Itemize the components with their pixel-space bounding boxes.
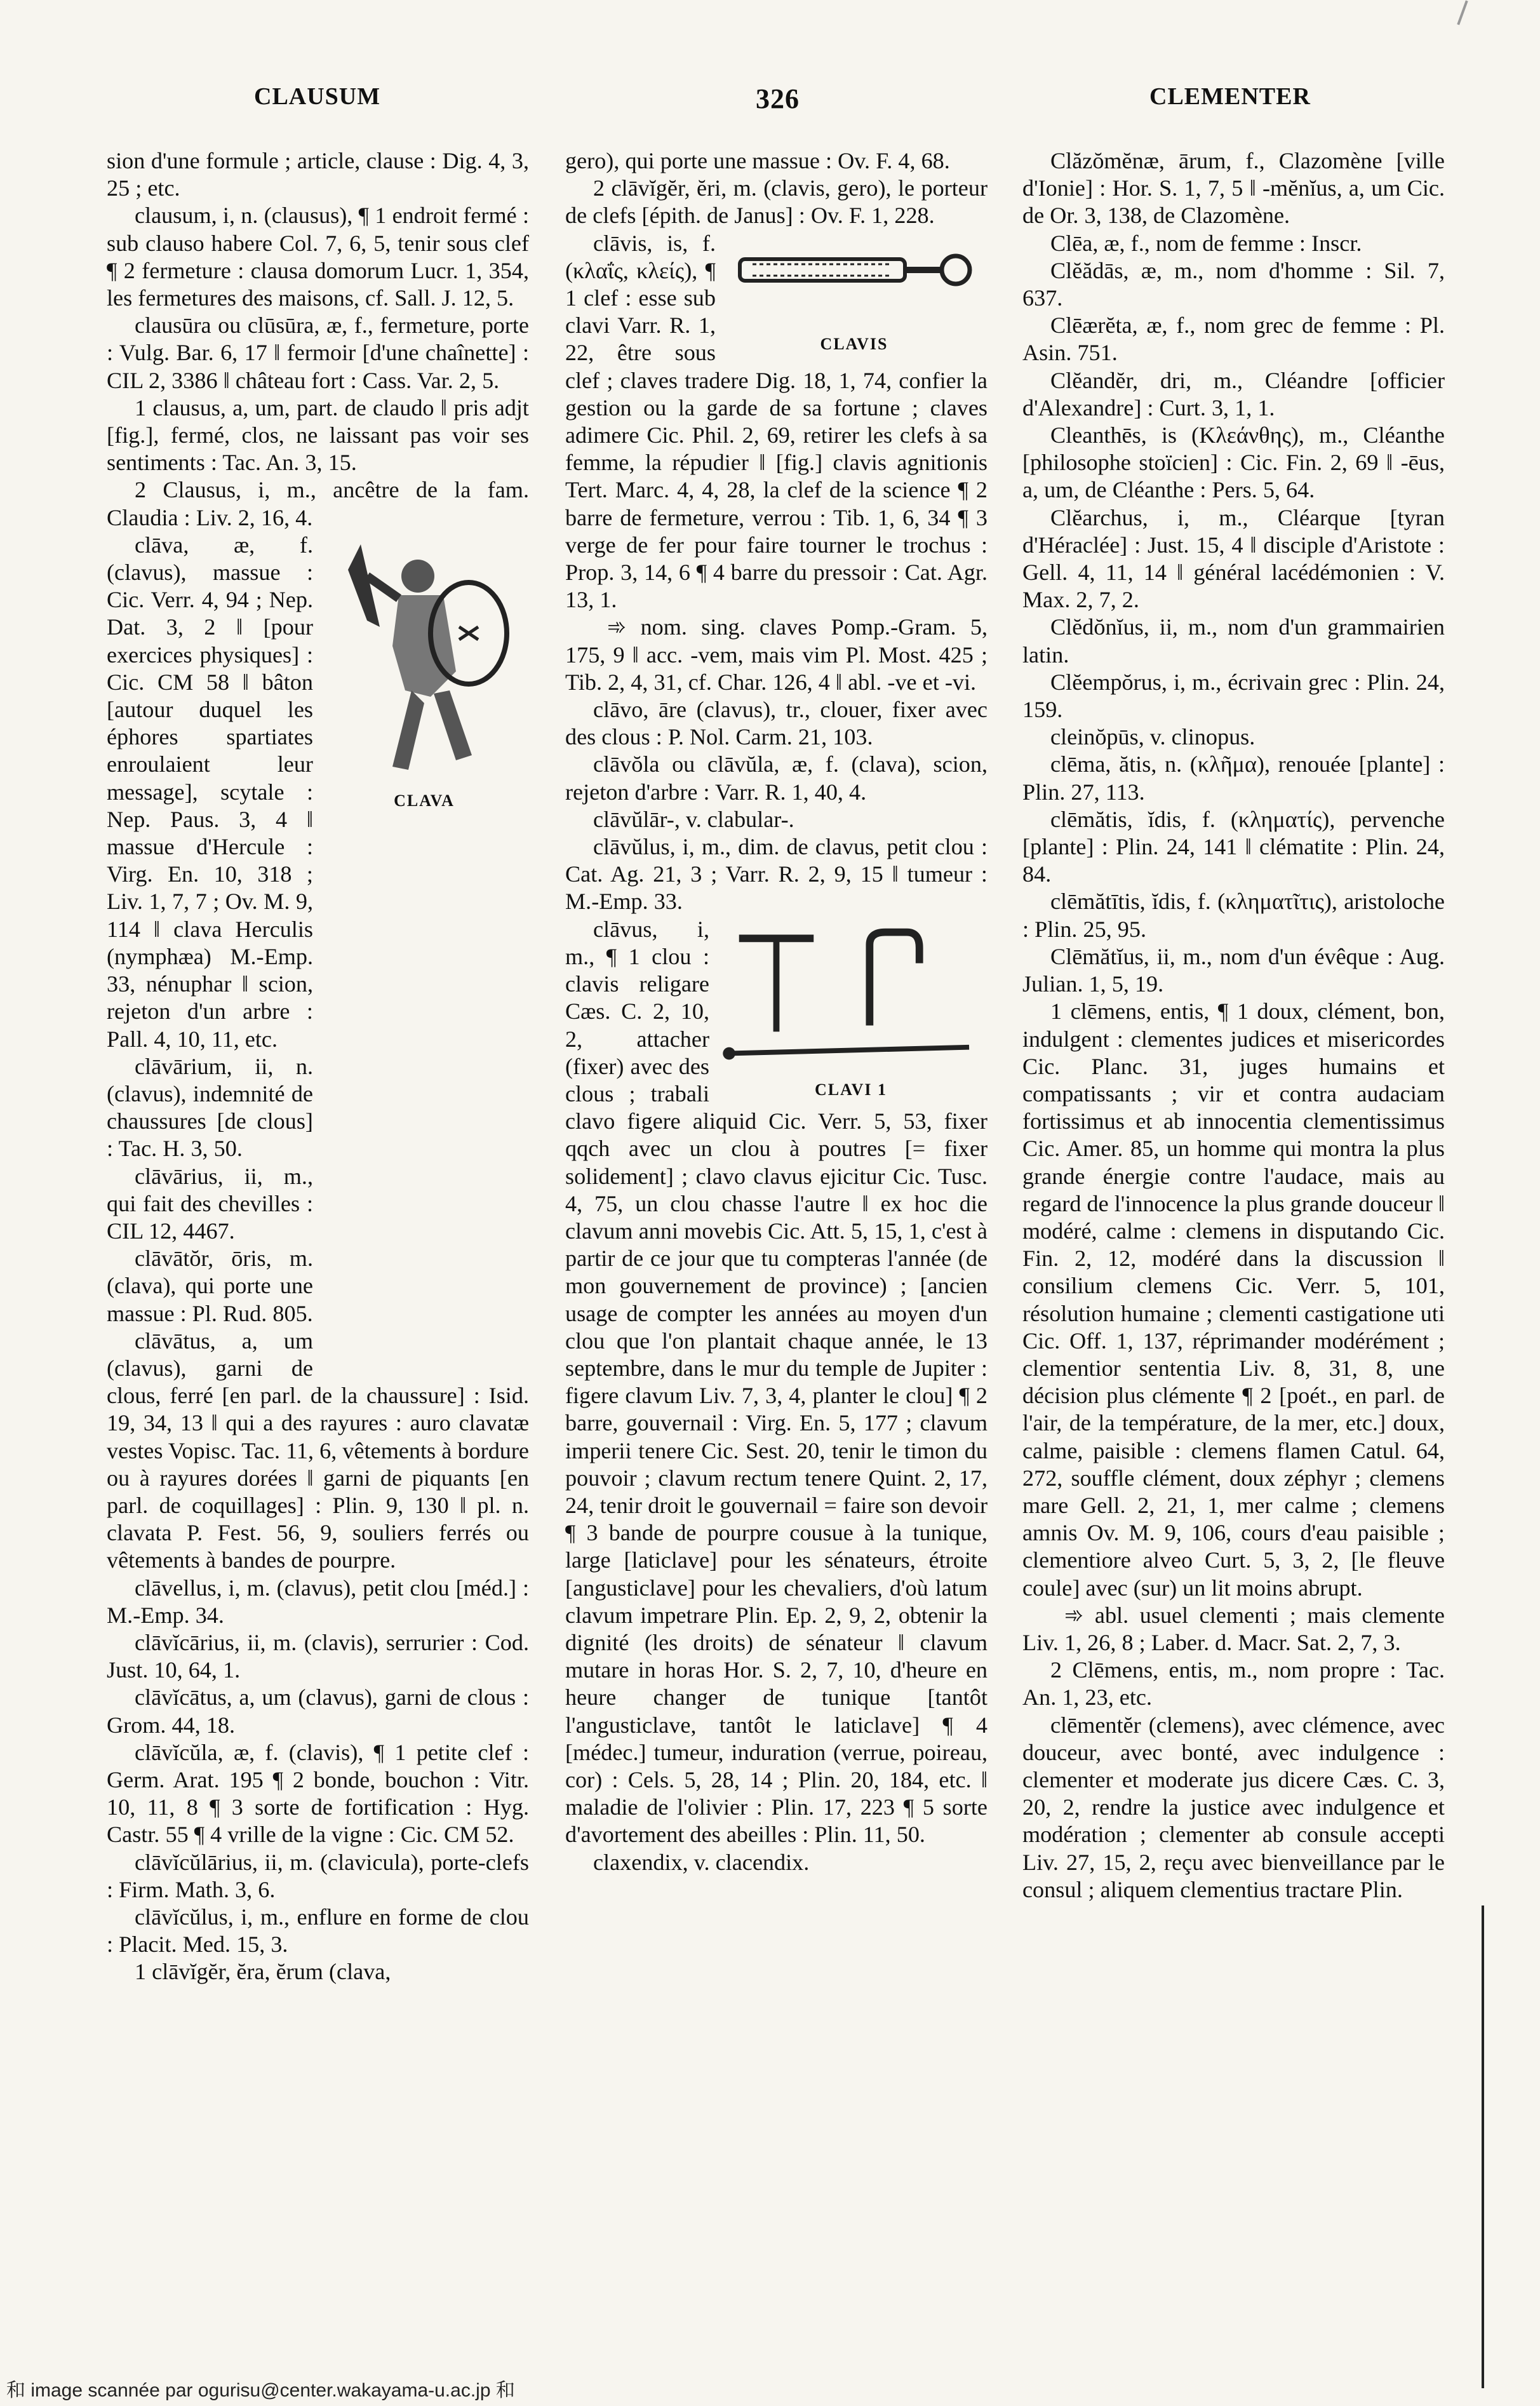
header-left-guide-word: CLAUSUM — [254, 83, 381, 110]
entry: 1 clēmens, entis, ¶ 1 doux, clément, bon, indulgent : clementes judices et misericordes Cic. Planc. 31, juges humains et compatissants ; vir et contra audaciam fortissimus et ab innocentia clementissimus Cic. Amer. 85, un homme qui montra la plus grande énergie contre l'audace, mais au regard de l'innocence la plus grande douceur ‖ modéré, calme : clemens in disputando Cic. Fin. 2, 12, modéré dans la discussion ‖ consilium clemens Cic. Verr. 5, 101, résolution humaine ; clementi castigatione uti Cic. Off. 1, 137, réprimander modérément ; clementior sententia Liv. 8, 31, 8, une décision plus clémente ¶ 2 [poét., en parl. de l'air, de la température, de la mer, etc.] doux, calme, paisible : clemens flamen Catul. 64, 272, souffle clément, doux zéphyr ; clemens mare Gell. 2, 21, 1, mer calme ; clemens amnis Ov. M. 9, 106, cours d'eau paisible ; clementiore alveo Curt. 5, 3, 2, [le fleuve coule] avec (sur) un lit moins abrupt. — [1022, 998, 1445, 1601]
figure-caption: CLAVIS — [820, 334, 888, 353]
scan-margin-bar — [1482, 1905, 1484, 2388]
entry: Clēa, æ, f., nom de femme : Inscr. — [1050, 230, 1362, 256]
entry: claxendix, v. clacendix. — [593, 1849, 810, 1875]
header-right-guide-word: CLEMENTER — [1149, 83, 1311, 110]
entry: cleinŏpūs, v. clinopus. — [1050, 724, 1255, 750]
entry: clēmătis, ĭdis, f. (κληματίς), pervenche [plante] : Plin. 24, 141 ‖ clématite : Plin. 24, 84. — [1022, 806, 1445, 887]
entry: clāva, æ, f. (clavus), massue : Cic. Verr. 4, 94 ; Nep. Dat. 3, 2 ‖ [pour exercices physiques] : Cic. CM 58 ‖ bâton [autour duquel les éphores spartiates enroulaient leur message], scytale : Nep. Paus. 3, 4 ‖ massue d'Hercule : Virg. En. 10, 318 ; Liv. 1, 7, 7 ; Ov. M. 9, 114 ‖ clava Herculis (nymphæa) M.-Emp. 33, nénuphar ‖ scion, rejeton d'un arbre : Pall. 4, 10, 11, etc. — [107, 532, 313, 1052]
nails-figure — [718, 920, 984, 1075]
entry: clāvŭlār-, v. clabular-. — [593, 806, 794, 832]
entry: Clĕandĕr, dri, m., Cléandre [officier d'Alexandre] : Curt. 3, 1, 1. — [1022, 367, 1445, 420]
column-2 — [565, 147, 988, 1876]
entry-note: ➾ abl. usuel clementi ; mais clemente Liv. 1, 26, 8 ; Laber. d. Macr. Sat. 2, 7, 3. — [1022, 1602, 1445, 1655]
entry: clāvĭcārius, ii, m. (clavis), serrurier : Cod. Just. 10, 64, 1. — [107, 1629, 529, 1683]
entry: sion d'une formule ; article, clause : Dig. 4, 3, 25 ; etc. — [107, 148, 529, 201]
entry: Clĕădās, æ, m., nom d'homme : Sil. 7, 637. — [1022, 257, 1445, 311]
entry: clāvātŏr, ōris, m. (clava), qui porte une massue : Pl. Rud. 805. — [107, 1246, 313, 1326]
entry: gero), qui porte une massue : Ov. F. 4, 68. — [565, 148, 950, 173]
clavis-illustration — [721, 234, 988, 361]
figure-caption: CLAVA — [394, 791, 455, 810]
entry: clāvŏla ou clāvŭla, æ, f. (clava), scion, rejeton d'arbre : Varr. R. 1, 40, 4. — [565, 751, 988, 805]
entry: clāvo, āre (clavus), tr., clouer, fixer avec des clous : P. Nol. Carm. 21, 103. — [565, 697, 988, 750]
entry: clāvĭcŭla, æ, f. (clavis), ¶ 1 petite clef : Germ. Arat. 195 ¶ 2 bonde, bouchon : Vitr. 10, 11, 8 ¶ 3 sorte de fortification : Hyg. Castr. 55 ¶ 4 vrille de la vigne : Cic. CM 52. — [107, 1739, 529, 1848]
entry: clāvātus, a, um (clavus), garni de clous, ferré [en parl. de la chaussure] : Isid. 19, 34, 13 ‖ qui a des rayures : auro clavatæ vestes Vopisc. Tac. 11, 6, vêtements à bordure ou à rayures dorées ‖ garni de piquants [en parl. de coquillages] : Plin. 9, 130 ‖ pl. n. clavata P. Fest. 56, 9, souliers ferrés ou vêtements à bandes de pourpre. — [107, 1327, 529, 1573]
entry: clāvārius, ii, m., qui fait des chevilles : CIL 12, 4467. — [107, 1163, 313, 1244]
entry: clēma, ătis, n. (κλῆμα), renouée [plante] : Plin. 27, 113. — [1022, 751, 1445, 805]
scan-credit-footer: 和 image scannée par ogurisu@center.wakayama-u.ac.jp 和 — [6, 2380, 515, 2401]
entry: clēmătītis, ĭdis, f. (κληματῖτις), aristoloche : Plin. 25, 95. — [1022, 889, 1445, 942]
entry: clāvārium, ii, n. (clavus), indemnité de chaussures [de clous] : Tac. H. 3, 50. — [107, 1053, 313, 1162]
entry: Clăzŏmĕnæ, ārum, f., Clazomène [ville d'Ionie] : Hor. S. 1, 7, 5 ‖ -mĕnĭus, a, um Cic. de Or. 3, 138, de Clazomène. — [1022, 148, 1445, 229]
column-3 — [1022, 147, 1445, 1904]
entry: 2 Clausus, i, m., ancêtre de la fam. Claudia : Liv. 2, 16, 4. — [107, 477, 529, 530]
entry: clāvĭcŭlus, i, m., enflure en forme de clou : Placit. Med. 15, 3. — [107, 1904, 529, 1958]
entry: 1 clausus, a, um, part. de claudo ‖ pris adjt [fig.], fermé, clos, ne laissant pas voir ses sentiments : Tac. An. 3, 15. — [107, 394, 529, 476]
entry: clausum, i, n. (clausus), ¶ 1 endroit fermé : sub clauso habere Col. 7, 6, 5, tenir sous clef ¶ 2 fermeture : clausa domorum Lucr. 1, 354, les fermetures des maisons, cf. Sall. J. 12, 5. — [107, 203, 529, 311]
scan-edge-mark — [1457, 1, 1468, 25]
column-1 — [107, 147, 529, 1986]
page-header — [0, 83, 1540, 121]
clava-illustration — [319, 532, 529, 1364]
clava-warrior-figure — [323, 532, 526, 786]
entry: 2 Clēmens, entis, m., nom propre : Tac. An. 1, 23, etc. — [1022, 1657, 1445, 1710]
entry: Clĕdŏnĭus, ii, m., nom d'un grammairien latin. — [1022, 614, 1445, 668]
entry: 1 clāvĭgĕr, ĕra, ĕrum (clava, — [135, 1959, 391, 1985]
clavi-illustration — [714, 920, 988, 1104]
entry: Clĕarchus, i, m., Cléarque [tyran d'Héraclée] : Just. 15, 4 ‖ disciple d'Aristote : Gell. 4, 11, 14 ‖ général lacédémonien : V. Max. 2, 7, 2. — [1022, 504, 1445, 613]
entry: clāvus, i, m., ¶ 1 clou : clavis religare Cæs. C. 2, 10, 2, attacher (fixer) avec des clous ; trabali clavo figere aliquid Cic. Verr. 5, 53, fixer qqch avec un clou à poutres [= fixer solidement] ; clavo clavus ejicitur Cic. Tusc. 4, 75, un clou chasse l'autre ‖ ex hoc die clavum anni movebis Cic. Att. 5, 15, 1, c'est à partir de ce jour que tu compteras l'année (de mon gouvernement de province) ; [ancien usage de compter les années au moyen d'un clou que l'on plantait chaque année, le 13 septembre, dans le mur du temple de Jupiter : figere clavum Liv. 7, 3, 4, planter le clou] ¶ 2 barre, gouvernail : Virg. En. 5, 177 ; clavum imperii tenere Cic. Sest. 20, tenir le timon du pouvoir ; clavum rectum tenere Quint. 2, 17, 24, tenir droit le gouvernail = faire son devoir ¶ 3 bande de pourpre cousue à la tunique, large [laticlave] pour les sénateurs, étroite [angusticlave] pour les chevaliers, d'où latum clavum impetrare Plin. Ep. 2, 9, 2, obtenir la dignité (les droits) de sénateur ‖ clavum mutare in horas Hor. S. 2, 7, 10, d'heure en heure changer de tunique [tantôt l'angusticlave, tantôt le laticlave] ¶ 4 [médec.] tumeur, induration (verrue, poireau, cor) : Cels. 5, 28, 14 ; Plin. 20, 184, etc. ‖ maladie de l'olivier : Plin. 17, 223 ¶ 5 sorte d'avortement des abeilles : Plin. 11, 50. — [565, 916, 988, 1848]
entry: clāvellus, i, m. (clavus), petit clou [méd.] : M.-Emp. 34. — [107, 1575, 529, 1628]
entry: Clĕempŏrus, i, m., écrivain grec : Plin. 24, 159. — [1022, 669, 1445, 723]
entry-note: ➾ nom. sing. claves Pomp.-Gram. 5, 175, 9 ‖ acc. -vem, mais vim Pl. Most. 425 ; Tib. 2, 4, 31, cf. Char. 126, 4 ‖ abl. -ve et -vi. — [565, 614, 988, 695]
entry: clāvis, is, f. (κλαΐς, κλείς), ¶ 1 clef : esse sub clavi Varr. R. 1, 22, être sous clef ; claves tradere Dig. 18, 1, 74, confier la gestion ou la garde de sa fortune ; claves adimere Cic. Phil. 2, 69, retirer les clefs à sa femme, la répudier ‖ [fig.] clavis agnitionis Tert. Marc. 4, 4, 28, la clef de la science ¶ 2 barre de fermeture, verrou : Tib. 1, 6, 34 ¶ 3 verge de fer pour faire tourner le trochus : Prop. 3, 14, 6 ¶ 4 barre du pressoir : Cat. Agr. 13, 1. — [565, 230, 988, 613]
entry: Clēmătĭus, ii, m., nom d'un évêque : Aug. Julian. 1, 5, 19. — [1022, 943, 1445, 997]
key-figure — [727, 234, 981, 329]
entry: Clēærĕta, æ, f., nom grec de femme : Pl. Asin. 751. — [1022, 313, 1445, 366]
entry: 2 clāvĭgĕr, ĕri, m. (clavis, gero), le porteur de clefs [épith. de Janus] : Ov. F. 1, 228. — [565, 175, 988, 229]
entry: clausūra ou clūsūra, æ, f., fermeture, porte : Vulg. Bar. 6, 17 ‖ fermoir [d'une chaînette] : CIL 2, 3386 ‖ château fort : Cass. Var. 2, 5. — [107, 313, 529, 393]
entry: clāvĭcātus, a, um (clavus), garni de clous : Grom. 44, 18. — [107, 1684, 529, 1738]
entry: clēmentĕr (clemens), avec clémence, avec douceur, avec bonté, avec indulgence : clementer et moderate jus dicere Cæs. C. 3, 20, 2, rendre la justice avec indulgence et modération ; clementer ab consule accepti Liv. 27, 15, 2, reçu avec bienveillance par le consul ; aliquem clementius tractare Plin. — [1022, 1712, 1445, 1902]
figure-caption: CLAVI 1 — [815, 1080, 887, 1099]
entry: clāvĭcŭlārius, ii, m. (clavicula), porte-clefs : Firm. Math. 3, 6. — [107, 1849, 529, 1902]
entry: clāvŭlus, i, m., dim. de clavus, petit clou : Cat. Ag. 21, 3 ; Varr. R. 2, 9, 15 ‖ tumeur : M.-Emp. 33. — [565, 834, 988, 915]
entry: Cleanthēs, is (Κλεάνθης), m., Cléanthe [philosophe stoïcien] : Cic. Fin. 2, 69 ‖ -ēus, a, um, de Cléanthe : Pers. 5, 64. — [1022, 422, 1445, 503]
page-number: 326 — [756, 83, 800, 114]
